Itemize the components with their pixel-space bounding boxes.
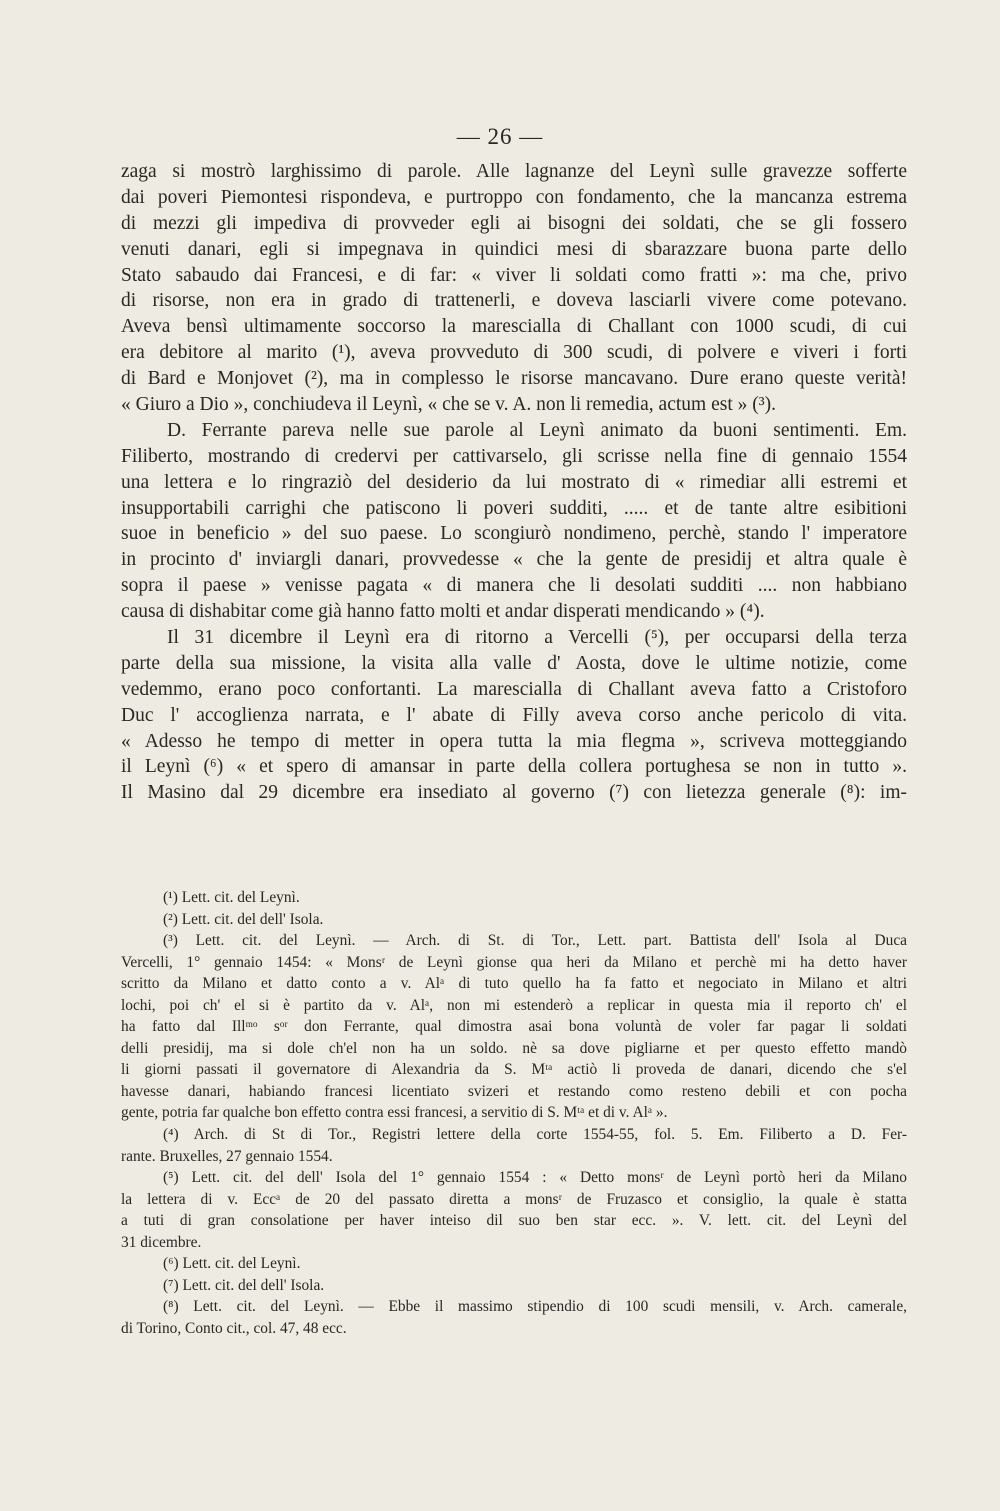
footnote-line: (²) Lett. cit. del dell' Isola.	[163, 910, 324, 928]
body-line: causa di dishabitar come già hanno fatto molti et andar disperati mendicando » (⁴).	[121, 601, 765, 623]
footnote-line: (⁸) Lett. cit. del Leynì. — Ebbe il massimo stipendio di 100 scudi mensili, v. Arch. camerale,	[163, 1298, 907, 1316]
body-text	[121, 159, 907, 806]
body-line: era debitore al marito (¹), aveva provveduto di 300 scudi, di polvere e viveri i forti	[121, 342, 907, 364]
body-line: insupportabili carrighi che patiscono li poveri sudditi, ..... et de tante altre esibitioni	[121, 497, 907, 519]
body-line: di mezzi gli impediva di provveder egli ai bisogni dei soldati, che se gli fossero	[121, 212, 907, 234]
footnote-line: gente, potria far qualche bon effetto contra essi francesi, a servitio di S. Mᵗᵃ et di v. Alᵃ ».	[121, 1104, 668, 1122]
body-line: Il 31 dicembre il Leynì era di ritorno a Vercelli (⁵), per occuparsi della terza	[167, 627, 907, 649]
footnote-line: havesse danari, habiando francesi licentiato svizeri et restando como resteno debili et con pocha	[121, 1082, 907, 1100]
footnote-line: la lettera di v. Eccᵃ de 20 del passato diretta a monsʳ de Fruzasco et consiglio, la quale è statta	[121, 1190, 907, 1208]
footnote-line: scritto da Milano et datto conto a v. Alᵃ di tuto quello ha fa fatto et negociato in Milano et altri	[121, 975, 907, 993]
footnote-line: rante. Bruxelles, 27 gennaio 1554.	[121, 1147, 333, 1165]
body-line: sopra il paese » venisse pagata « di manera che li desolati sudditi .... non habbiano	[121, 575, 907, 597]
page-number: — 26 —	[456, 124, 544, 149]
footnote-line: (⁴) Arch. di St di Tor., Registri lettere della corte 1554-55, fol. 5. Em. Filiberto a D. Fer-	[163, 1126, 907, 1144]
footnote-separator	[120, 878, 906, 879]
body-line: una lettera e lo ringraziò del desiderio da lui mostrato di « rimediar alli estremi et	[121, 471, 907, 493]
body-line: suoe in beneficio » del suo paese. Lo scongiurò nondimeno, perchè, stando l' imperatore	[121, 523, 907, 545]
body-line: in procinto d' inviargli danari, provvedesse « che la gente de presidij et altra quale è	[121, 549, 907, 571]
body-line: di Bard e Monjovet (²), ma in complesso le risorse mancavano. Dure erano queste verità!	[121, 368, 907, 390]
body-line: zaga si mostrò larghissimo di parole. Alle lagnanze del Leynì sulle gravezze sofferte	[121, 161, 907, 182]
body-line: Duc l' accoglienza narrata, e l' abate di Filly aveva corso anche pericolo di vita.	[121, 704, 907, 726]
footnotes	[121, 887, 907, 1339]
footnote-line: delli presidij, ma si dole ch'el non ha un soldo. nè sa dove pigliarne et per questo effetto mandò	[121, 1039, 907, 1057]
body-line: parte della sua missione, la visita alla valle d' Aosta, dove le ultime notizie, come	[121, 652, 907, 674]
footnote-line: a tuti di gran consolatione per haver inteiso dil suo ben star ecc. ». V. lett. cit. del Leynì del	[121, 1212, 907, 1230]
body-line: Filiberto, mostrando di credervi per cattivarselo, gli scrisse nella fine di gennaio 1554	[121, 445, 907, 467]
footnote-line: (³) Lett. cit. del Leynì. — Arch. di St. di Tor., Lett. part. Battista dell' Isola al Duca	[163, 932, 907, 950]
body-line: Il Masino dal 29 dicembre era insediato al governo (⁷) con lietezza generale (⁸): im-	[121, 782, 907, 804]
footnote-line: lochi, poi ch' el si è partito da v. Alᵃ, non mi estenderò a replicar in questa mia il reporto ch' el	[121, 996, 907, 1014]
footnote-line: di Torino, Conto cit., col. 47, 48 ecc.	[121, 1319, 347, 1337]
body-line: di risorse, non era in grado di trattenerli, e doveva lasciarli vivere come potevano.	[121, 290, 907, 312]
footnote-line: (⁷) Lett. cit. del dell' Isola.	[163, 1276, 325, 1294]
body-line: venuti danari, egli si impegnava in quindici mesi di sbarazzare buona parte dello	[121, 238, 907, 260]
footnote-line: li giorni passati il governatore di Alexandria da S. Mᵗᵃ actiò li proveda de danari, dicendo che s'el	[121, 1061, 907, 1079]
body-line: vedemmo, erano poco confortanti. La maresciallа di Challant aveva fatto a Cristoforo	[121, 678, 907, 700]
body-line: il Leynì (⁶) « et spero di amansar in parte della collera portughesa se non in tutto ».	[121, 756, 907, 778]
body-line: Aveva bensì ultimamente soccorso la maresciallа di Challant con 1000 scudi, di cui	[121, 316, 907, 338]
footnote-line: ha fatto dal Illᵐᵒ sᵒʳ don Ferrante, qual dimostra asai bona voluntà de voler far pagar li soldati	[121, 1018, 907, 1036]
footnote-line: (⁵) Lett. cit. del dell' Isola del 1° gennaio 1554 : « Detto monsʳ de Leynì portò heri da Milano	[163, 1169, 907, 1187]
footnote-line: (¹) Lett. cit. del Leynì.	[163, 889, 300, 906]
body-line: « Adesso he tempo di metter in opera tutta la mia flegma », scriveva motteggiando	[121, 730, 907, 752]
footnote-line: Vercelli, 1° gennaio 1454: « Monsʳ de Leynì gionse qua heri da Milano et perchè mi ha detto haver	[121, 953, 907, 971]
body-line: D. Ferrante pareva nelle sue parole al Leynì animato da buoni sentimenti. Em.	[167, 419, 907, 441]
body-line: « Giuro a Dio », conchiudeva il Leynì, « che se v. A. non li remedia, actum est » (³).	[121, 394, 776, 416]
footnote-line: (⁶) Lett. cit. del Leynì.	[163, 1255, 301, 1273]
footnote-line: 31 dicembre.	[121, 1233, 202, 1251]
body-line: dai poveri Piemontesi rispondeva, e purtroppo con fondamento, che la mancanza estrema	[121, 186, 907, 208]
body-line: Stato sabaudo dai Francesi, e di far: « viver li soldati como fratti »: ma che, privo	[121, 264, 907, 286]
